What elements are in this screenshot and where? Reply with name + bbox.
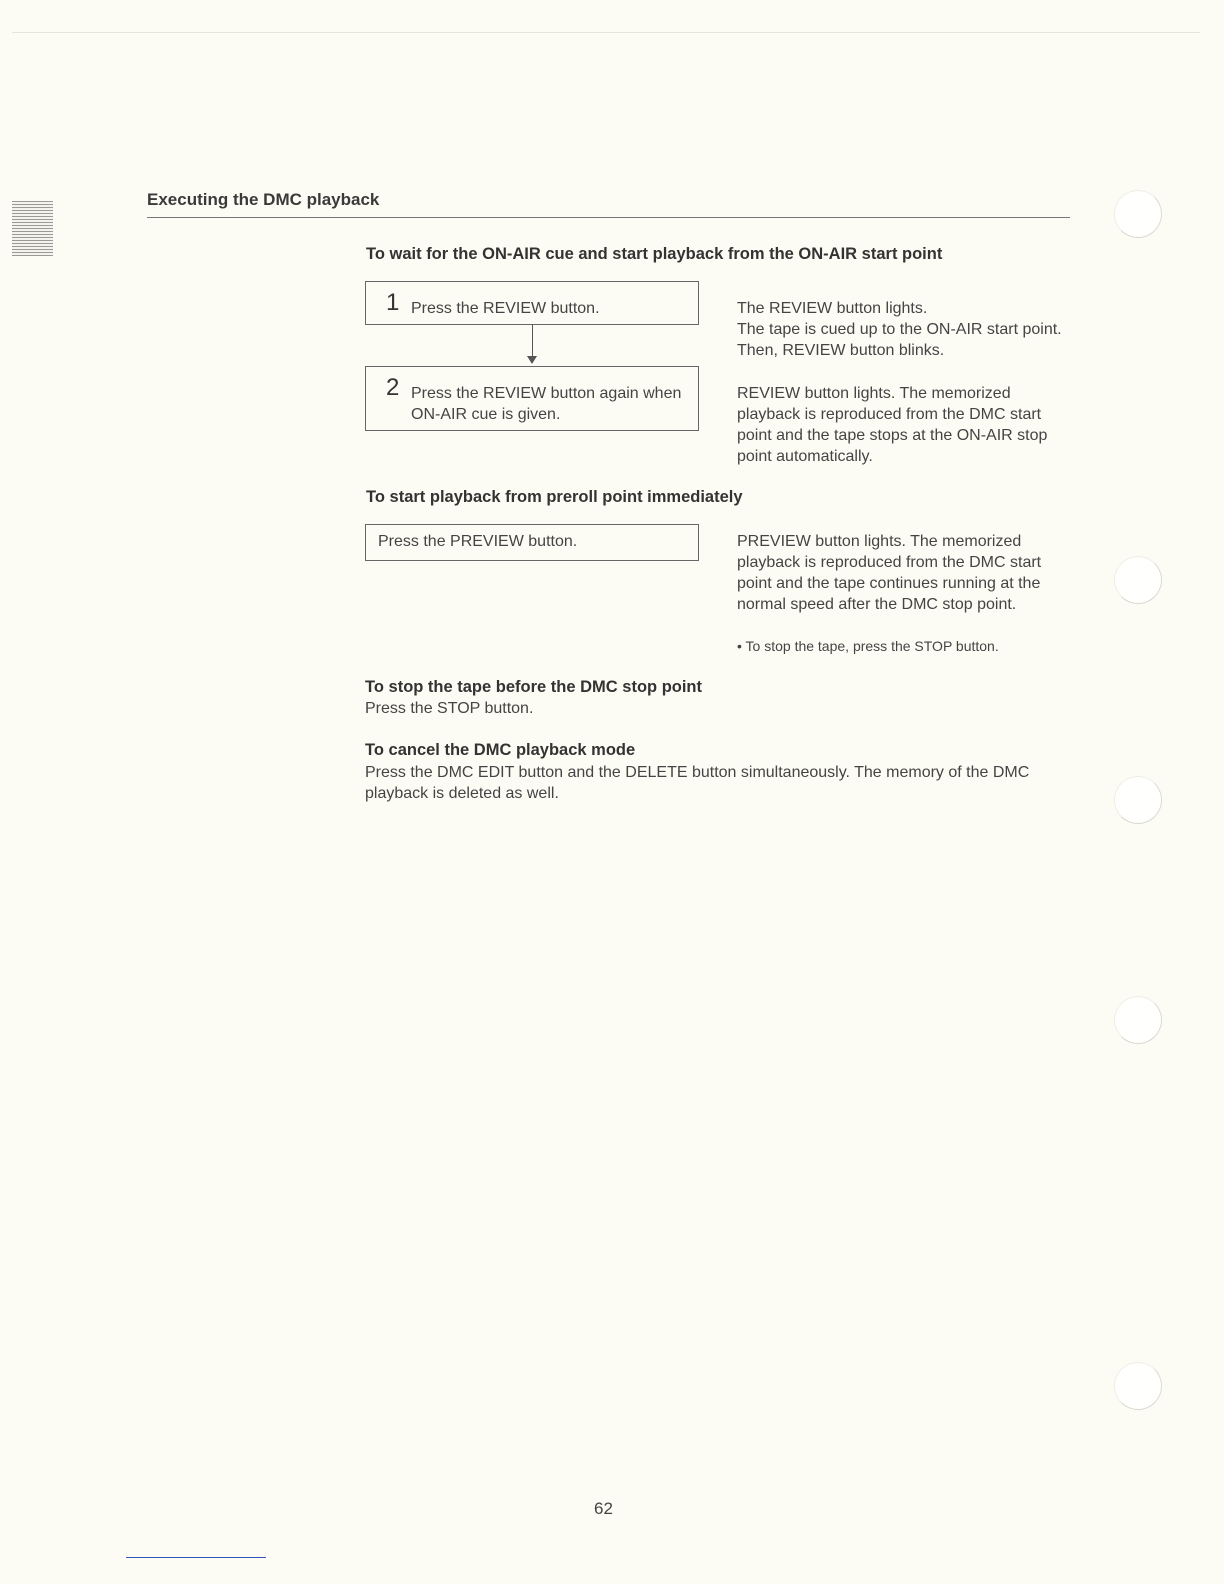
step-1-result-line2: The tape is cued up to the ON-AIR start point. Then, REVIEW button blinks. [737,321,1062,359]
preview-step-text: Press the PREVIEW button. [378,533,578,550]
heading-wait-for-cue: To wait for the ON-AIR cue and start playback from the ON-AIR start point [366,245,943,263]
binder-hole-3 [1114,776,1162,824]
step-2-text: Press the REVIEW button again when ON-AIR cue is given. [411,385,682,423]
section-index-tab [12,201,53,256]
binder-hole-4 [1114,996,1162,1044]
binder-hole-2 [1114,556,1162,604]
top-rule [12,32,1200,33]
step-2-box [365,366,699,431]
binder-hole-5 [1114,1362,1162,1410]
cancel-mode-text: Press the DMC EDIT button and the DELETE button simultaneously. The memory of the DMC playback is deleted as well. [365,764,1030,802]
step-2-number: 2 [386,374,400,401]
arrow-down-icon [527,356,537,364]
step-1-result-line1: The REVIEW button lights. [737,300,928,317]
step-1-text: Press the REVIEW button. [411,300,600,317]
section-title: Executing the DMC playback [147,190,380,209]
preview-note: • To stop the tape, press the STOP button. [737,638,999,654]
heading-preroll-playback: To start playback from preroll point immediately [366,488,743,506]
heading-stop-tape: To stop the tape before the DMC stop point [365,678,703,696]
step-connector-line [532,324,533,358]
page-number: 62 [594,1499,613,1518]
stop-tape-text: Press the STOP button. [365,700,534,717]
binder-hole-1 [1114,190,1162,238]
footer-line [126,1557,266,1558]
step-2-result: REVIEW button lights. The memorized playback is reproduced from the DMC start point and the tape stops at the ON-AIR stop point automatically. [737,385,1048,465]
preview-step-box [365,524,699,561]
heading-cancel-mode: To cancel the DMC playback mode [365,741,636,759]
section-rule [147,217,1070,218]
preview-result: PREVIEW button lights. The memorized playback is reproduced from the DMC start point and the tape continues running at the normal speed after the DMC stop point. [737,533,1042,613]
step-1-number: 1 [386,289,400,316]
step-1-box [365,281,699,325]
